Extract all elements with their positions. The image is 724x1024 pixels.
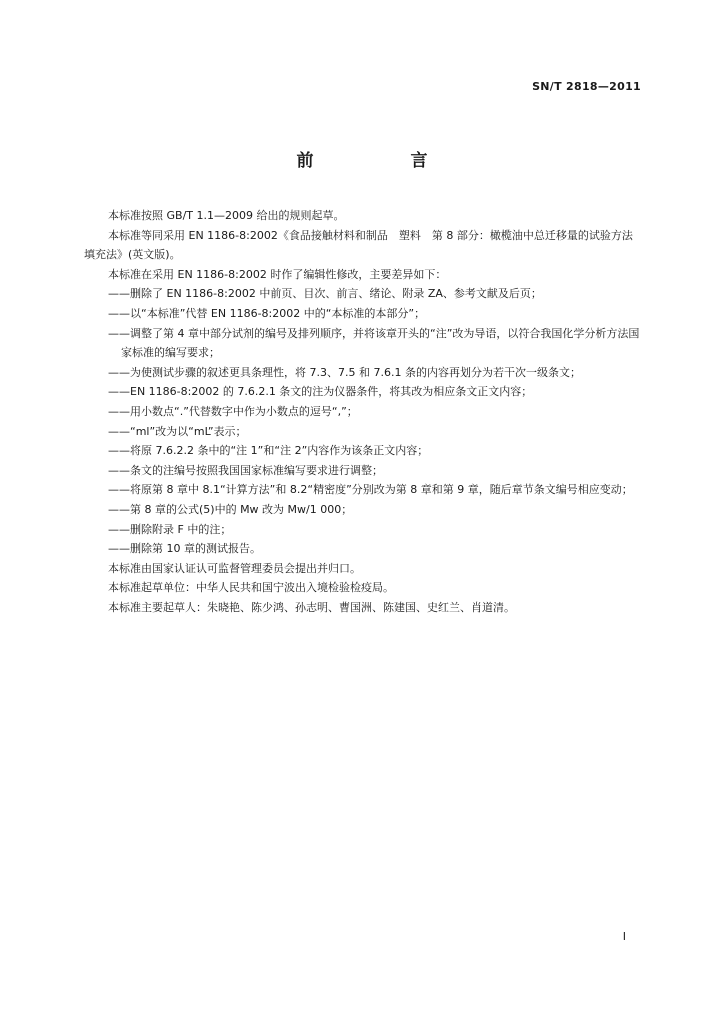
list-item: ——“ml”改为以“mL”表示； — [108, 424, 247, 438]
page-title: 前 言 — [296, 151, 468, 171]
list-item: ——以“本标准”代替 EN 1186-8:2002 中的“本标准的本部分”； — [108, 306, 426, 320]
list-item: ——第 8 章的公式(5)中的 Mw 改为 Mw/1 000； — [108, 502, 353, 516]
list-item: ——将原 7.6.2.2 条中的“注 1”和“注 2”内容作为该条正文内容； — [108, 444, 429, 458]
list-item: ——EN 1186-8:2002 的 7.6.2.1 条文的注为仪器条件，将其改为相应条文正文内容； — [108, 385, 533, 399]
paragraph-equivalent-standard: 本标准等同采用 EN 1186-8:2002《食品接触材料和制品 塑料 第 8 部分：橄榄油中总迁移量的试验方法 填充法》(英文版)。 — [84, 228, 644, 262]
list-item: ——条文的注编号按照我国国家标准编写要求进行调整； — [108, 463, 383, 477]
list-item: ——为使测试步骤的叙述更具条理性，将 7.3、7.5 和 7.6.1 条的内容再划分为若干次一级条文； — [108, 365, 581, 379]
preface-body — [84, 206, 644, 617]
paragraph-differences-intro: 本标准在采用 EN 1186-8:2002 时作了编辑性修改，主要差异如下： — [108, 267, 447, 281]
page-number: I — [622, 930, 626, 943]
list-item: ——删除了 EN 1186-8:2002 中前页、目次、前言、绪论、附录 ZA、参考文献及后页； — [108, 287, 542, 301]
list-item: ——删除第 10 章的测试报告。 — [108, 542, 261, 556]
paragraph-drafting-rules: 本标准按照 GB/T 1.1—2009 给出的规则起草。 — [108, 209, 345, 222]
paragraph-drafters: 本标准主要起草人：朱晓艳、陈少鸿、孙志明、曹国洲、陈建国、史红兰、肖道清。 — [108, 600, 515, 614]
paragraph-proposer: 本标准由国家认证认可监督管理委员会提出并归口。 — [108, 561, 361, 575]
list-item: ——将原第 8 章中 8.1“计算方法”和 8.2“精密度”分别改为第 8 章和第 9 章，随后章节条文编号相应变动； — [108, 483, 633, 497]
list-item: ——调整了第 4 章中部分试剂的编号及排列顺序，并将该章开头的“注”改为导语，以符合我国化学分析方法国家标准的编写要求； — [108, 326, 640, 360]
paragraph-drafting-unit: 本标准起草单位：中华人民共和国宁波出入境检验检疫局。 — [108, 581, 394, 595]
standard-number: SN/T 2818—2011 — [532, 80, 641, 93]
list-item: ——用小数点“.”代替数字中作为小数点的逗号“,”； — [108, 404, 358, 418]
list-item: ——删除附录 F 中的注； — [108, 522, 232, 536]
